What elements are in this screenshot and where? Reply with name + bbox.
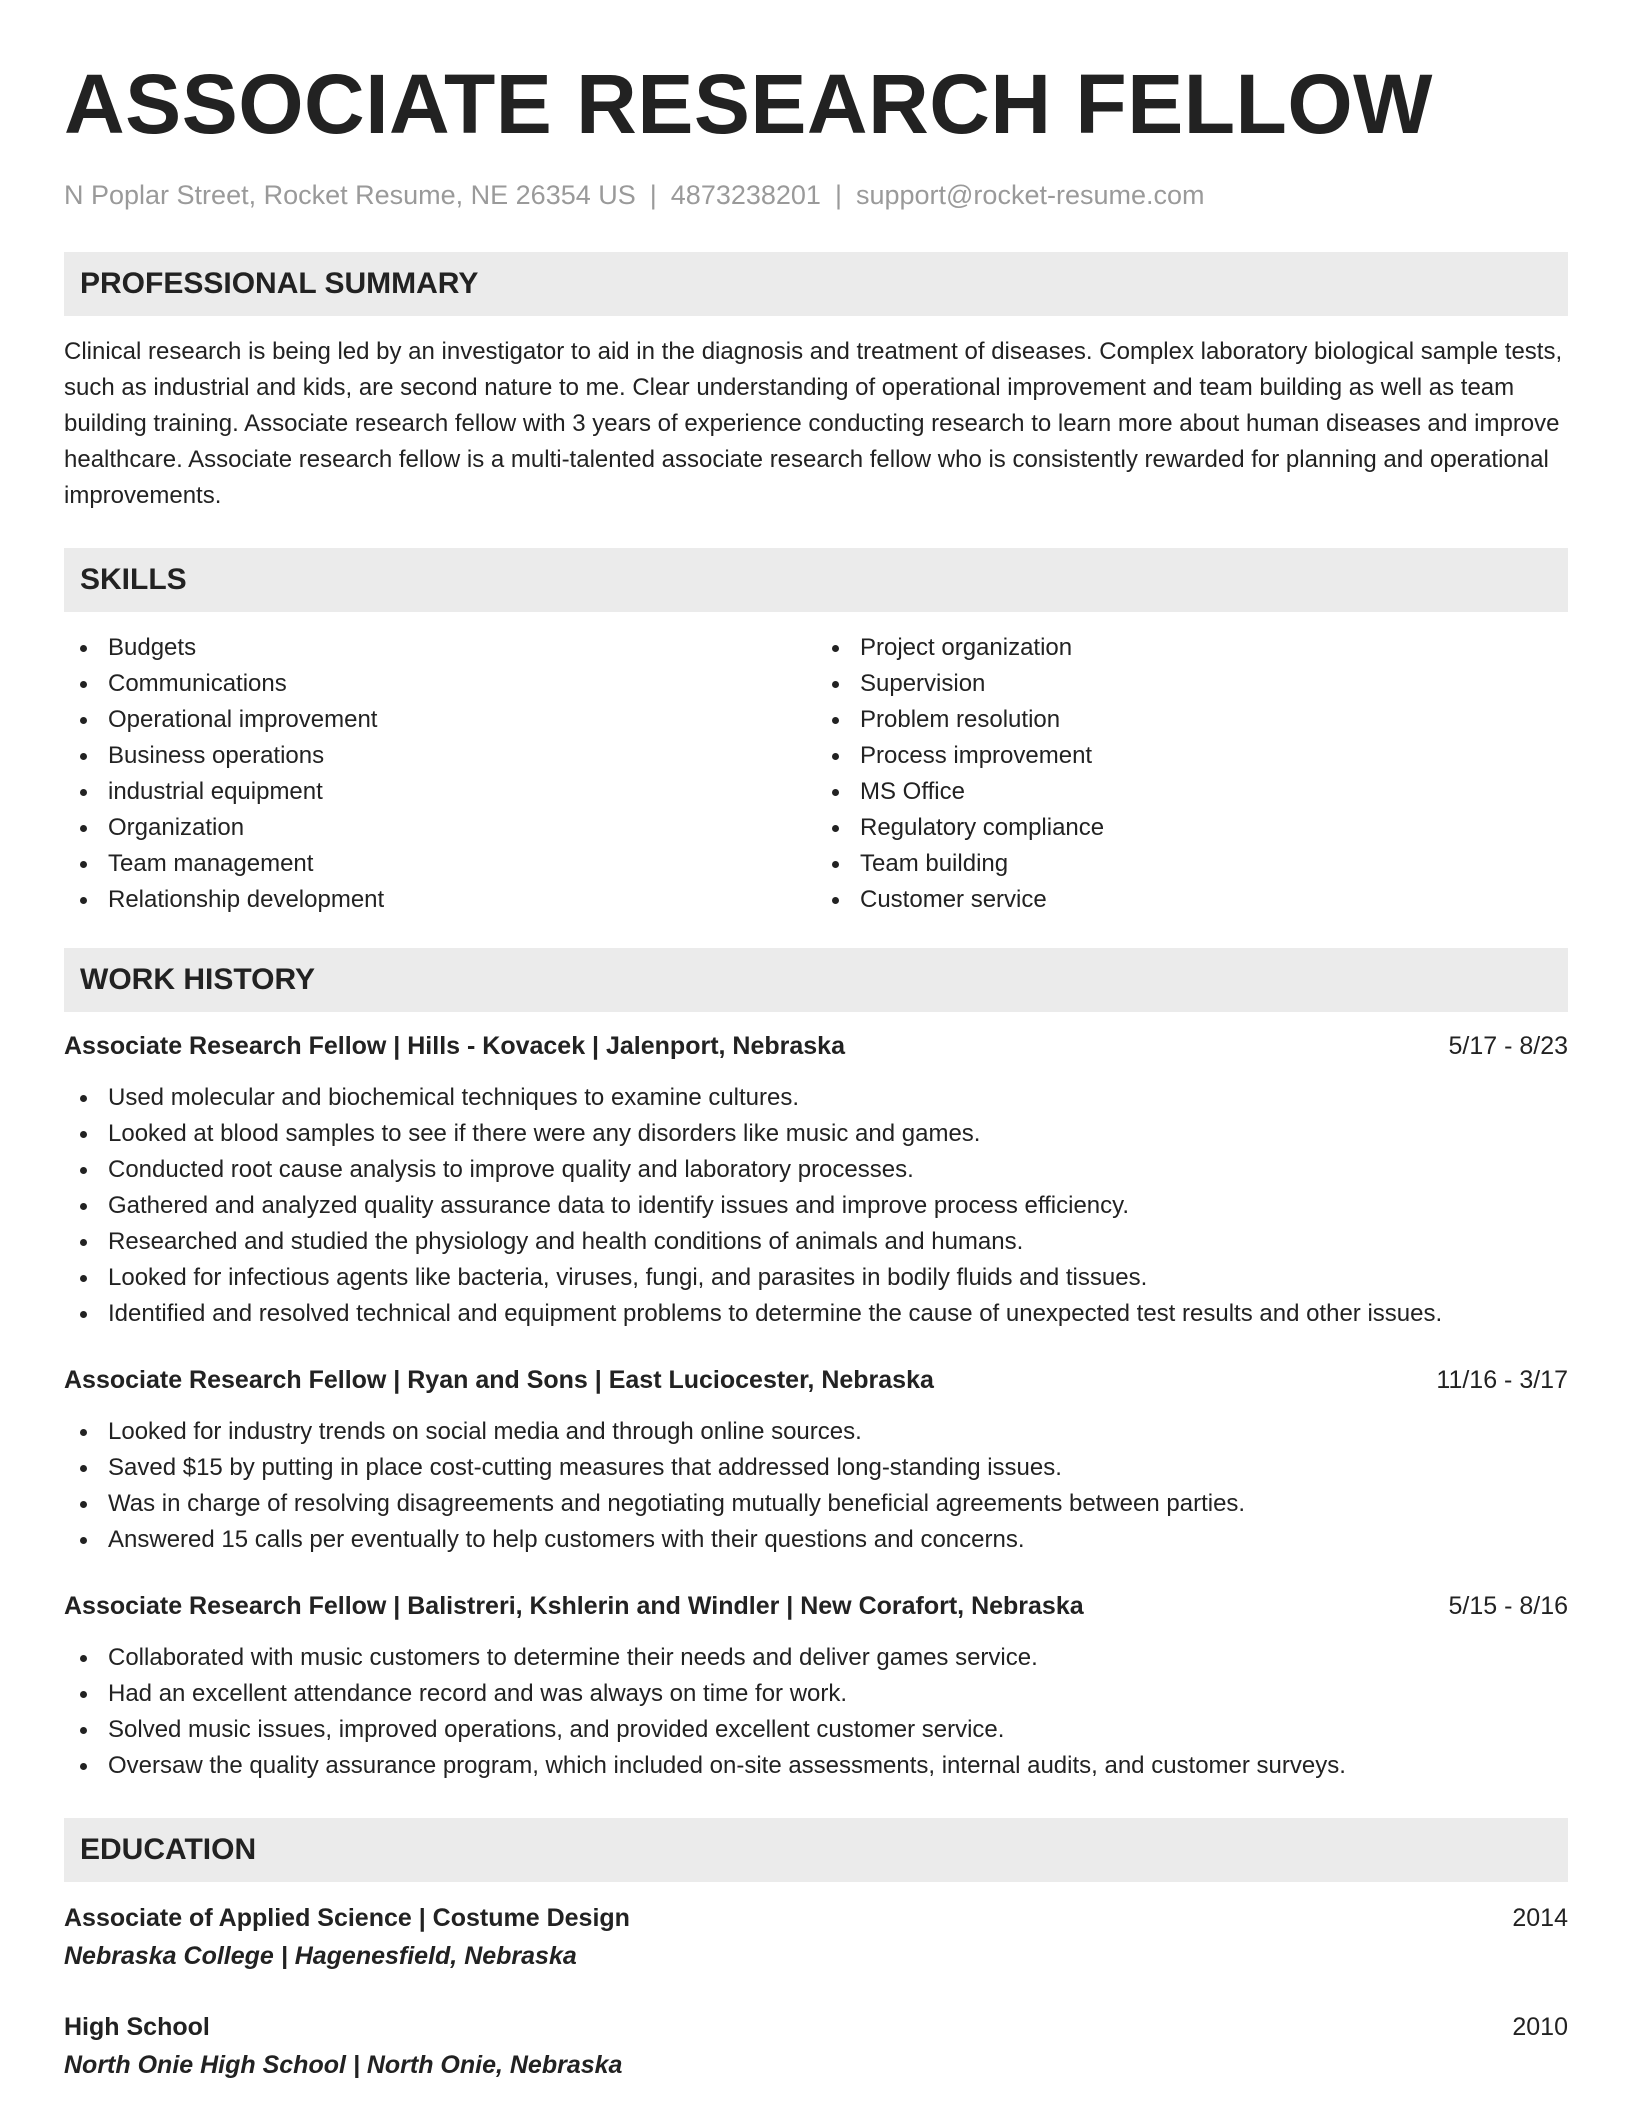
skills-column-right: [816, 630, 1568, 918]
skill-item: Team management: [64, 846, 816, 882]
job-bullet: Gathered and analyzed quality assurance data to identify issues and improve process efficiency.: [64, 1188, 1568, 1224]
contact-separator: |: [834, 180, 842, 210]
job-entry: [64, 1588, 1568, 1784]
summary-text: Clinical research is being led by an investigator to aid in the diagnosis and treatment of diseases. Complex laboratory biological sample tests, such as industrial and kids, are second nature to me. Clear understanding of operational improvement and team building as well as team building training. Associate research fellow with 3 years of experience conducting research to learn more about human diseases and improve healthcare. Associate research fellow is a multi-talented associate research fellow who is consistently rewarded for planning and operational improvements.: [64, 338, 1563, 509]
job-heading: Associate Research Fellow | Balistreri, Kshlerin and Windler | New Corafort, Nebraska: [64, 1592, 1084, 1620]
skill-item: Team building: [816, 846, 1568, 882]
job-entry: [64, 1362, 1568, 1558]
education-section-header: EDUCATION: [64, 1818, 1568, 1882]
job-bullet: Saved $15 by putting in place cost-cutting measures that addressed long-standing issues.: [64, 1450, 1568, 1486]
job-bullet: Used molecular and biochemical techniques to examine cultures.: [64, 1080, 1568, 1116]
education-year: 2014: [1512, 1904, 1568, 1932]
job-heading: Associate Research Fellow | Hills - Kovacek | Jalenport, Nebraska: [64, 1032, 845, 1060]
job-bullets: [64, 1414, 1568, 1558]
contact-line: [64, 178, 1568, 212]
education-header: [64, 1900, 1568, 1936]
education-header: [64, 2009, 1568, 2045]
job-header: [64, 1028, 1568, 1064]
education-school: North Onie High School | North Onie, Nebraska: [64, 2051, 623, 2079]
contact-address: N Poplar Street, Rocket Resume, NE 26354 US: [64, 180, 636, 210]
job-bullets: [64, 1080, 1568, 1332]
job-header: [64, 1362, 1568, 1398]
job-bullet: Conducted root cause analysis to improve quality and laboratory processes.: [64, 1152, 1568, 1188]
education-entry: [64, 2009, 1568, 2083]
job-bullet: Collaborated with music customers to determine their needs and deliver games service.: [64, 1640, 1568, 1676]
job-bullet: Oversaw the quality assurance program, which included on-site assessments, internal audits, and customer surveys.: [64, 1748, 1568, 1784]
job-bullet: Was in charge of resolving disagreements and negotiating mutually beneficial agreements between parties.: [64, 1486, 1568, 1522]
job-dates: 5/15 - 8/16: [1448, 1592, 1568, 1620]
skill-item: Process improvement: [816, 738, 1568, 774]
contact-email: support@rocket-resume.com: [855, 180, 1205, 210]
skill-item: Problem resolution: [816, 702, 1568, 738]
job-bullet: Looked for infectious agents like bacteria, viruses, fungi, and parasites in bodily fluids and tissues.: [64, 1260, 1568, 1296]
education-entry: [64, 1900, 1568, 1974]
job-bullet: Looked at blood samples to see if there were any disorders like music and games.: [64, 1116, 1568, 1152]
skill-item: Communications: [64, 666, 816, 702]
contact-separator: |: [649, 180, 657, 210]
education-degree: Associate of Applied Science | Costume Design: [64, 1904, 630, 1932]
skill-item: Budgets: [64, 630, 816, 666]
job-heading: Associate Research Fellow | Ryan and Sons | East Luciocester, Nebraska: [64, 1366, 934, 1394]
summary-section-header: PROFESSIONAL SUMMARY: [64, 252, 1568, 316]
skill-item: MS Office: [816, 774, 1568, 810]
skill-item: Operational improvement: [64, 702, 816, 738]
job-dates: 11/16 - 3/17: [1436, 1366, 1568, 1394]
job-entry: [64, 1028, 1568, 1332]
skills-column-left: [64, 630, 816, 918]
skill-item: Regulatory compliance: [816, 810, 1568, 846]
education-school: Nebraska College | Hagenesfield, Nebraska: [64, 1942, 577, 1970]
education-year: 2010: [1512, 2013, 1568, 2041]
job-dates: 5/17 - 8/23: [1448, 1032, 1568, 1060]
skill-item: Organization: [64, 810, 816, 846]
job-bullet: Looked for industry trends on social media and through online sources.: [64, 1414, 1568, 1450]
skills-section-header: SKILLS: [64, 548, 1568, 612]
skill-item: Customer service: [816, 882, 1568, 918]
job-bullet: Identified and resolved technical and equipment problems to determine the cause of unexpected test results and other issues.: [64, 1296, 1568, 1332]
job-bullet: Solved music issues, improved operations, and provided excellent customer service.: [64, 1712, 1568, 1748]
skills-list: [64, 630, 1568, 918]
skill-item: industrial equipment: [64, 774, 816, 810]
work-section-header: WORK HISTORY: [64, 948, 1568, 1012]
resume-title: ASSOCIATE RESEARCH FELLOW: [64, 57, 1433, 151]
job-bullet: Researched and studied the physiology and health conditions of animals and humans.: [64, 1224, 1568, 1260]
skill-item: Relationship development: [64, 882, 816, 918]
skill-item: Business operations: [64, 738, 816, 774]
job-bullet: Answered 15 calls per eventually to help customers with their questions and concerns.: [64, 1522, 1568, 1558]
job-bullets: [64, 1640, 1568, 1784]
contact-phone: 4873238201: [670, 180, 821, 210]
education-degree: High School: [64, 2013, 210, 2041]
skill-item: Project organization: [816, 630, 1568, 666]
job-header: [64, 1588, 1568, 1624]
job-bullet: Had an excellent attendance record and was always on time for work.: [64, 1676, 1568, 1712]
skill-item: Supervision: [816, 666, 1568, 702]
